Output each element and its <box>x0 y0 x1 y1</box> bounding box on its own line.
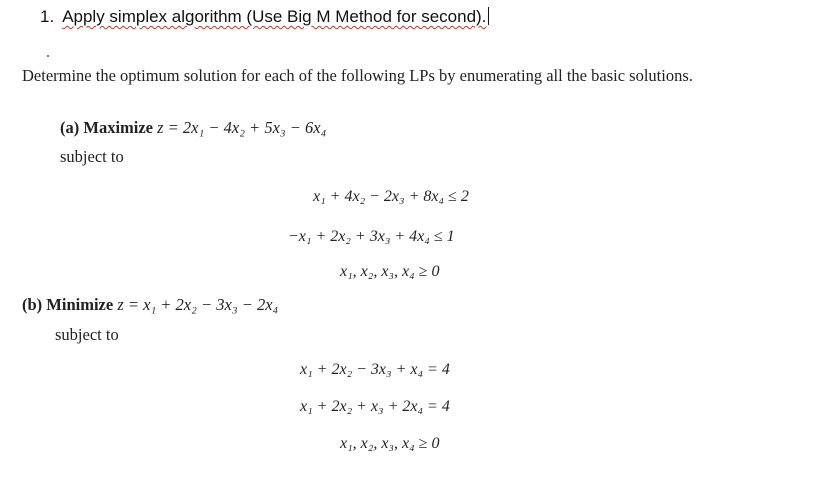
part-a-constraint-2: −x₁ + 2x₂ + 3x₃ + 4x₄ ≤ 1 <box>288 228 455 245</box>
stray-dot <box>47 55 49 57</box>
part-b-subject-to: subject to <box>55 325 119 344</box>
part-a-nonnegativity: x₁, x₂, x₃, x₄ ≥ 0 <box>340 263 440 280</box>
problem-number: 1. <box>40 7 55 26</box>
part-a-header <box>60 118 326 138</box>
problem-instruction[interactable]: Apply simplex algorithm (Use Big M Method for second). <box>62 7 487 26</box>
part-a-constraint-1: x₁ + 4x₂ − 2x₃ + 8x₄ ≤ 2 <box>313 188 469 205</box>
part-b-header <box>22 295 278 315</box>
part-b-label: (b) Minimize <box>22 295 114 314</box>
part-a-subject-to: subject to <box>60 147 124 166</box>
part-b-nonnegativity: x₁, x₂, x₃, x₄ ≥ 0 <box>340 435 440 452</box>
part-b-constraint-2: x₁ + 2x₂ + x₃ + 2x₄ = 4 <box>300 398 450 415</box>
intro-paragraph: Determine the optimum solution for each of the following LPs by enumerating all the basic solutions. <box>22 66 693 85</box>
part-a-objective: z = 2x₁ − 4x₂ + 5x₃ − 6x₄ <box>157 118 327 137</box>
part-b-objective: z = x₁ + 2x₂ − 3x₃ − 2x₄ <box>117 295 279 314</box>
part-b-constraint-1: x₁ + 2x₂ − 3x₃ + x₄ = 4 <box>300 361 450 378</box>
part-a-label: (a) Maximize <box>60 118 153 137</box>
text-cursor <box>488 7 489 25</box>
problem-heading <box>40 7 489 27</box>
